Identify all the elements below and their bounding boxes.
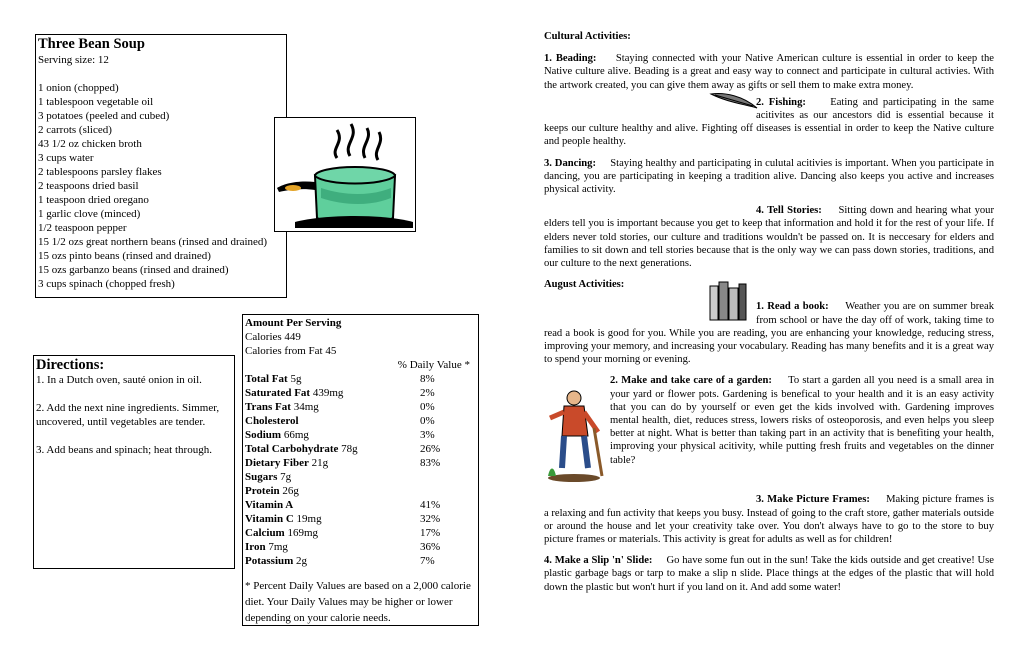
cultural-item-dancing <box>544 157 994 197</box>
nutrient-dv <box>420 484 460 498</box>
nutrition-rows <box>245 372 476 568</box>
august-item-read <box>544 300 994 366</box>
gardener-image <box>544 388 606 493</box>
calories-from-fat: Calories from Fat 45 <box>245 345 337 357</box>
nutrient-dv: 0% <box>420 415 435 427</box>
directions-box <box>33 355 235 569</box>
nutrient-name: Sugars <box>245 471 278 483</box>
nutrient-amount: 26g <box>279 485 299 497</box>
item-title: 1. Read a book: <box>756 301 829 313</box>
feather-image <box>544 96 756 120</box>
ingredient-item: 2 tablespoons parsley flakes <box>38 166 162 178</box>
calories: Calories 449 <box>245 331 301 343</box>
nutrient-row <box>245 526 476 540</box>
nutrient-row <box>245 400 476 414</box>
nutrient-amount: 78g <box>338 443 358 455</box>
daily-value-footnote: * Percent Daily Values are based on a 2,000 calorie diet. Your Daily Values may be higher or lower depending on your calorie needs. <box>245 580 471 624</box>
nutrient-row <box>245 414 476 428</box>
cultural-item-beading <box>544 52 994 92</box>
nutrient-amount: 2g <box>293 555 308 567</box>
ingredient-item: 3 cups spinach (chopped fresh) <box>38 278 175 290</box>
daily-value-header: % Daily Value * <box>397 359 470 371</box>
ingredient-item: 3 cups water <box>38 152 94 164</box>
nutrient-row <box>245 386 476 400</box>
ingredient-list <box>38 81 284 291</box>
recipe-card <box>35 34 287 298</box>
nutrient-row <box>245 540 476 554</box>
nutrient-name: Sodium <box>245 429 282 441</box>
nutrient-amount: 21g <box>308 457 329 469</box>
serving-size: Serving size: 12 <box>38 54 109 66</box>
item-text: Staying healthy and participating in culutal acitivies is important. When you participate in dancing, you are participating in keeping a tradition alive. Dancing also keeps you active and increases physical activity. <box>544 157 995 196</box>
nutrition-facts <box>242 314 479 626</box>
nutrient-name: Vitamin A <box>245 499 294 511</box>
item-text: To start a garden all you need is a small area in your yard or flower pots. Gardening is benefical to your health and it is an easy activity that you can do by yourself or even get the kids involved with. Gardening improves mental health, diet, reduces stress, lowers risks of osteoporosis, and even helps you sleep better at night. What is better than taking part in an activity that is benefiting your health, improving your physical acitivity, while putting fresh fruits and vegetables on the dinner table? <box>610 375 994 466</box>
nutrient-amount: 34mg <box>290 401 319 413</box>
nutrient-amount: 7g <box>277 471 292 483</box>
ingredient-item: 1/2 teaspoon pepper <box>38 222 127 234</box>
nutrient-name: Total Fat <box>245 373 288 385</box>
nutrient-name: Calcium <box>245 527 285 539</box>
item-text: Weather you are on summer break from school or have the day off of work, taking time to read a book is good for you. While you are reading, you are enhancing your knowledge, reducing stress, improving your memory, and increasing your vocabulary. Reading has many benefits and it is a great way to spend your morning or evening. <box>544 301 994 366</box>
item-title: 2. Make and take care of a garden: <box>610 375 772 387</box>
soup-pot-image <box>274 117 416 232</box>
item-text: Staying connected with your Native American culture is essential in order to keep the Native culture alive. Beading is a great and easy way to connect and participate in cultural activies. With the artwork created, you can give them away as gifts or sell them to make extra money. <box>544 53 995 91</box>
nutrient-name: Potassium <box>245 555 294 567</box>
ingredient-item: 2 teaspoons dried basil <box>38 180 139 192</box>
nutrient-row <box>245 442 476 456</box>
nutrient-dv: 2% <box>420 387 435 399</box>
nutrient-row <box>245 470 476 484</box>
nutrient-row <box>245 498 476 512</box>
nutrient-amount: 66mg <box>281 429 309 441</box>
nutrient-dv: 17% <box>420 527 441 539</box>
nutrient-name: Saturated Fat <box>245 387 311 399</box>
item-title: 4. Tell Stories: <box>756 205 822 217</box>
nutrient-dv: 7% <box>420 555 435 567</box>
nutrient-name: Dietary Fiber <box>245 457 309 469</box>
nutrient-row <box>245 372 476 386</box>
cultural-item-stories <box>544 204 994 270</box>
direction-step: 3. Add beans and spinach; heat through. <box>36 444 212 456</box>
ingredient-item: 15 ozs pinto beans (rinsed and drained) <box>38 250 211 262</box>
nutrient-name: Trans Fat <box>245 401 291 413</box>
august-item-frames <box>544 493 994 546</box>
august-item-slide <box>544 554 994 594</box>
nutrient-row <box>245 554 476 568</box>
nutrient-row <box>245 512 476 526</box>
nutrient-dv: 32% <box>420 513 441 525</box>
ingredient-item: 3 potatoes (peeled and cubed) <box>38 110 170 122</box>
nutrient-dv: 8% <box>420 373 435 385</box>
ingredient-item: 1 tablespoon vegetable oil <box>38 96 154 108</box>
nutrient-dv: 0% <box>420 401 435 413</box>
item-title: 3. Dancing: <box>544 157 596 169</box>
item-text: Eating and participating in the same acitivites as our ancestors did is essential because it keeps our culture healthy and alive. Fighting off diseases is essential in order to keep the Native culture and people healthy. <box>544 96 994 148</box>
august-item-garden <box>544 374 994 466</box>
nutrient-amount: 5g <box>287 373 302 385</box>
ingredient-item: 1 teaspoon dried oregano <box>38 194 149 206</box>
activities-column <box>544 30 994 602</box>
item-text: Go have some fun out in the sun! Take the kids outside and get creative! Use plastic garbage bags or tarp to make a slip n slide. Place things at the edges of the plastic that will hold down the plastic but won't hurt if you land on it. And add some water! <box>544 555 994 593</box>
ingredient-item: 43 1/2 oz chicken broth <box>38 138 142 150</box>
amount-per-serving: Amount Per Serving <box>245 317 342 329</box>
nutrient-row <box>245 484 476 498</box>
direction-step: 1. In a Dutch oven, sauté onion in oil. <box>36 374 202 386</box>
nutrient-name: Cholesterol <box>245 415 299 427</box>
item-title: 1. Beading: <box>544 53 597 65</box>
books-image <box>544 300 756 324</box>
recipe-title: Three Bean Soup <box>38 36 145 52</box>
august-heading: August Activities: <box>544 279 625 291</box>
cultural-heading: Cultural Activities: <box>544 31 631 42</box>
nutrient-row <box>245 456 476 470</box>
nutrient-dv: 36% <box>420 541 441 553</box>
ingredient-item: 1 onion (chopped) <box>38 82 119 94</box>
direction-step: 2. Add the next nine ingredients. Simmer, uncovered, until vegetables are tender. <box>36 402 220 428</box>
nutrient-name: Total Carbohydrate <box>245 443 339 455</box>
item-text: Making picture frames is a relaxing and fun activity that keeps you busy. Instead of going to the craft store, gather materials outside or around the house and let your creativity take over. You don't always have to go to the store to buy picture frames or materials. This activity is great for adults as well as for children! <box>544 494 994 546</box>
ingredient-item: 15 1/2 ozs great northern beans (rinsed and drained) <box>38 236 268 248</box>
item-title: 2. Fishing: <box>756 96 806 108</box>
item-title: 4. Make a Slip 'n' Slide: <box>544 555 653 567</box>
nutrient-dv <box>420 470 460 484</box>
ingredient-item: 2 carrots (sliced) <box>38 124 112 136</box>
nutrient-amount: 19mg <box>293 513 322 525</box>
nutrient-amount: 7mg <box>265 541 288 553</box>
ingredient-item: 15 ozs garbanzo beans (rinsed and drained) <box>38 264 229 276</box>
nutrient-dv: 3% <box>420 429 435 441</box>
nutrient-dv: 41% <box>420 499 441 511</box>
directions-title: Directions: <box>36 357 105 373</box>
cultural-item-fishing <box>544 96 994 149</box>
item-title: 3. Make Picture Frames: <box>756 494 870 506</box>
nutrient-dv: 26% <box>420 443 441 455</box>
ingredient-item: 1 garlic clove (minced) <box>38 208 141 220</box>
nutrient-dv: 83% <box>420 457 441 469</box>
nutrient-name: Protein <box>245 485 280 497</box>
nutrient-name: Iron <box>245 541 266 553</box>
item-text: Sitting down and hearing what your elders tell you is important because you get to keep that information and hold it for the rest of your life. If elders never told stories, our culture and traditions wouldn't be passed on. It is neccesary for elders and families to sit down and tell stories because that is the only way we can pass down stories, traditions, and our culture to the next generations. <box>544 205 994 270</box>
nutrient-amount: 169mg <box>284 527 319 539</box>
nutrient-amount: 439mg <box>310 387 344 399</box>
nutrient-name: Vitamin C <box>245 513 294 525</box>
nutrient-row <box>245 428 476 442</box>
